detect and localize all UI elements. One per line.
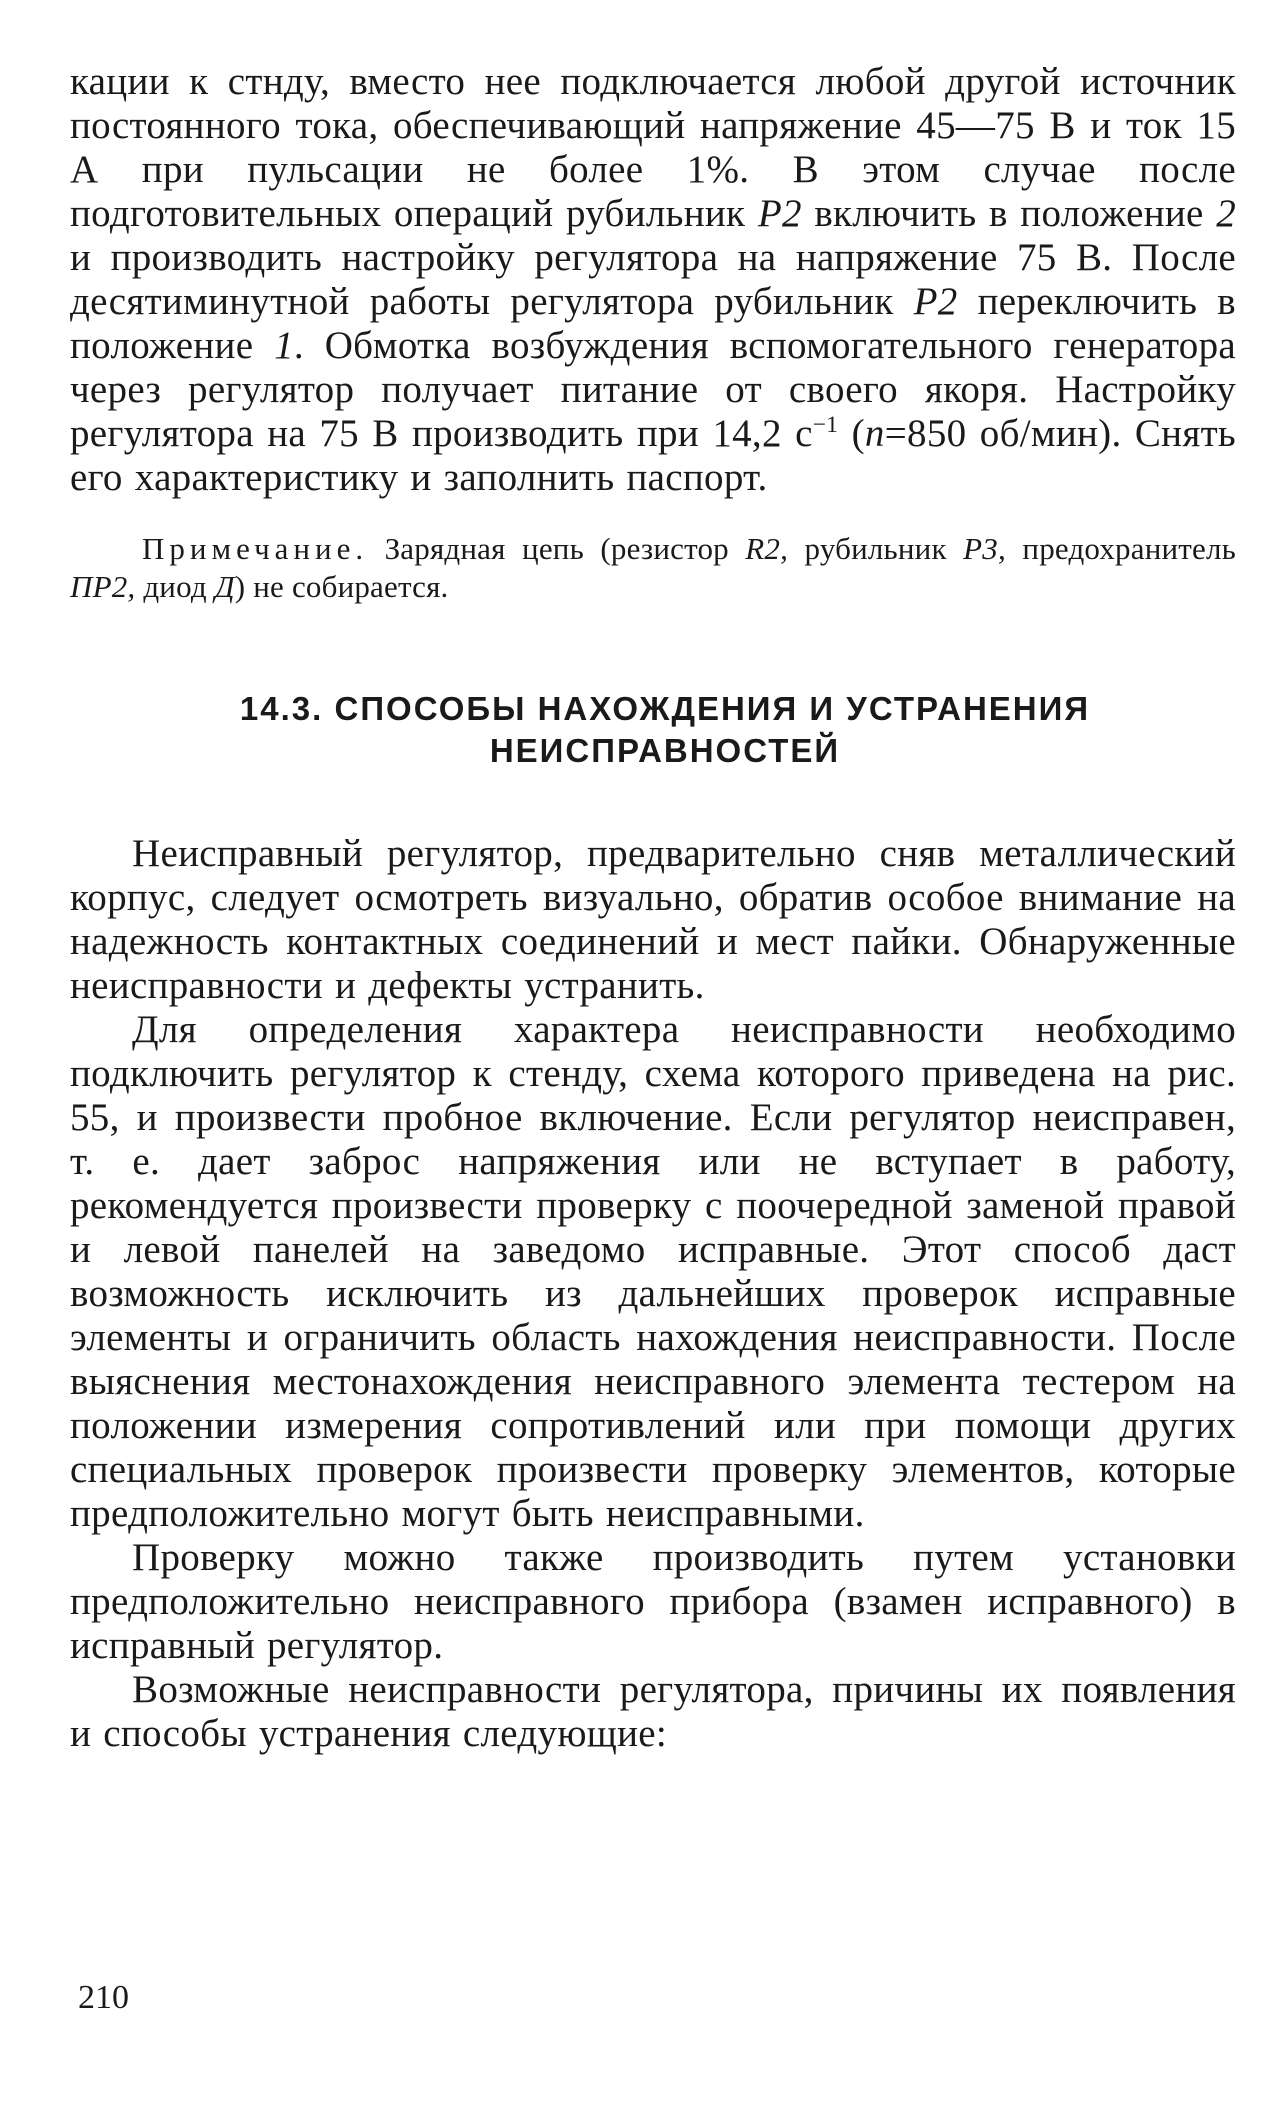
page-number: 210 xyxy=(78,1979,129,2016)
text-run: переключить в положение xyxy=(70,280,1236,367)
text-run: кации к ст xyxy=(70,60,263,103)
text-run: рубильник xyxy=(788,531,964,566)
variable-n: n xyxy=(864,412,885,455)
text-run: нду, вместо нее подключается любой другой источник постоянного тока, обеспечивающий напряжение 45—75 В и ток 15 А при пульсации не более 1%. В этом случае после подготовительных операций рубильник xyxy=(70,60,1236,235)
text-run: ) не собирается. xyxy=(234,569,449,604)
body-paragraph: Для определения характера неисправности необходимо подключить регулятор к стенду, схема которого приведена на рис. 55, и произвести пробное включение. Если регулятор неисправен, т. е. дает заброс напряжения или не вступает в работу, рекомендуется произвести проверку с поочередной заменой правой и левой панелей на заведомо исправные. Этот способ даст возможность исключить из дальнейших проверок исправные элементы и ограничить область нахождения неисправности. После выяснения местонахождения неисправного элемента тестером на положении измерения сопротивлений или при помощи других специальных проверок произвести проверку элементов, которые предположительно могут быть неисправными. xyxy=(70,1008,1236,1535)
text-run: включить в положение xyxy=(801,192,1217,235)
exponent: −1 xyxy=(812,412,839,438)
continued-paragraph xyxy=(70,60,1236,500)
text-run: и производить настройку регулятора на напряжение 75 В. После десятиминутной работы регулятора рубильник xyxy=(70,236,1236,323)
text-run: . Обмотка возбуждения вспомогательного генератора через регулятор получает питание от своего якоря. Настройку регулятора на 75 В производить при 14,2 с xyxy=(70,324,1236,455)
body-paragraph: Возможные неисправности регулятора, причины их появления и способы устранения следующие: xyxy=(70,1668,1236,1755)
note-label: Примечание. xyxy=(142,531,369,566)
text-run: ( xyxy=(838,412,865,455)
component-label: P3, xyxy=(963,531,1006,566)
position-number: 2 xyxy=(1216,192,1236,235)
component-label: ПР2, xyxy=(70,569,136,604)
switch-label-p2: P2 xyxy=(913,280,958,323)
body-paragraph: Неисправный регулятор, предварительно сняв металлический корпус, следует осмотреть визуально, обратив особое внимание на надежность контактных соединений и мест пайки. Обнаруженные неисправности и дефекты устранить. xyxy=(70,832,1236,1007)
page-content xyxy=(70,60,1236,1756)
component-label: Д xyxy=(214,569,235,604)
section-heading xyxy=(70,688,1236,772)
position-number: 1 xyxy=(274,324,294,367)
text-run: Зарядная цепь (резистор xyxy=(368,531,746,566)
body-paragraph: Проверку можно также производить путем установки предположительно неисправного прибора (взамен исправного) в исправный регулятор. xyxy=(70,1536,1236,1667)
text-run: предохранитель xyxy=(1005,531,1237,566)
section-body xyxy=(70,832,1236,1756)
text-run: диод xyxy=(135,569,215,604)
section-heading-line: 14.3. СПОСОБЫ НАХОЖДЕНИЯ И УСТРАНЕНИЯ xyxy=(239,690,1091,727)
component-label: R2, xyxy=(745,531,789,566)
text-run: =850 об/мин). Снять его характеристику и заполнить паспорт. xyxy=(70,412,1237,499)
section-heading-line: НЕИСПРАВНОСТЕЙ xyxy=(489,732,841,769)
switch-label-p2: P2 xyxy=(757,192,802,235)
note-paragraph xyxy=(70,530,1236,606)
